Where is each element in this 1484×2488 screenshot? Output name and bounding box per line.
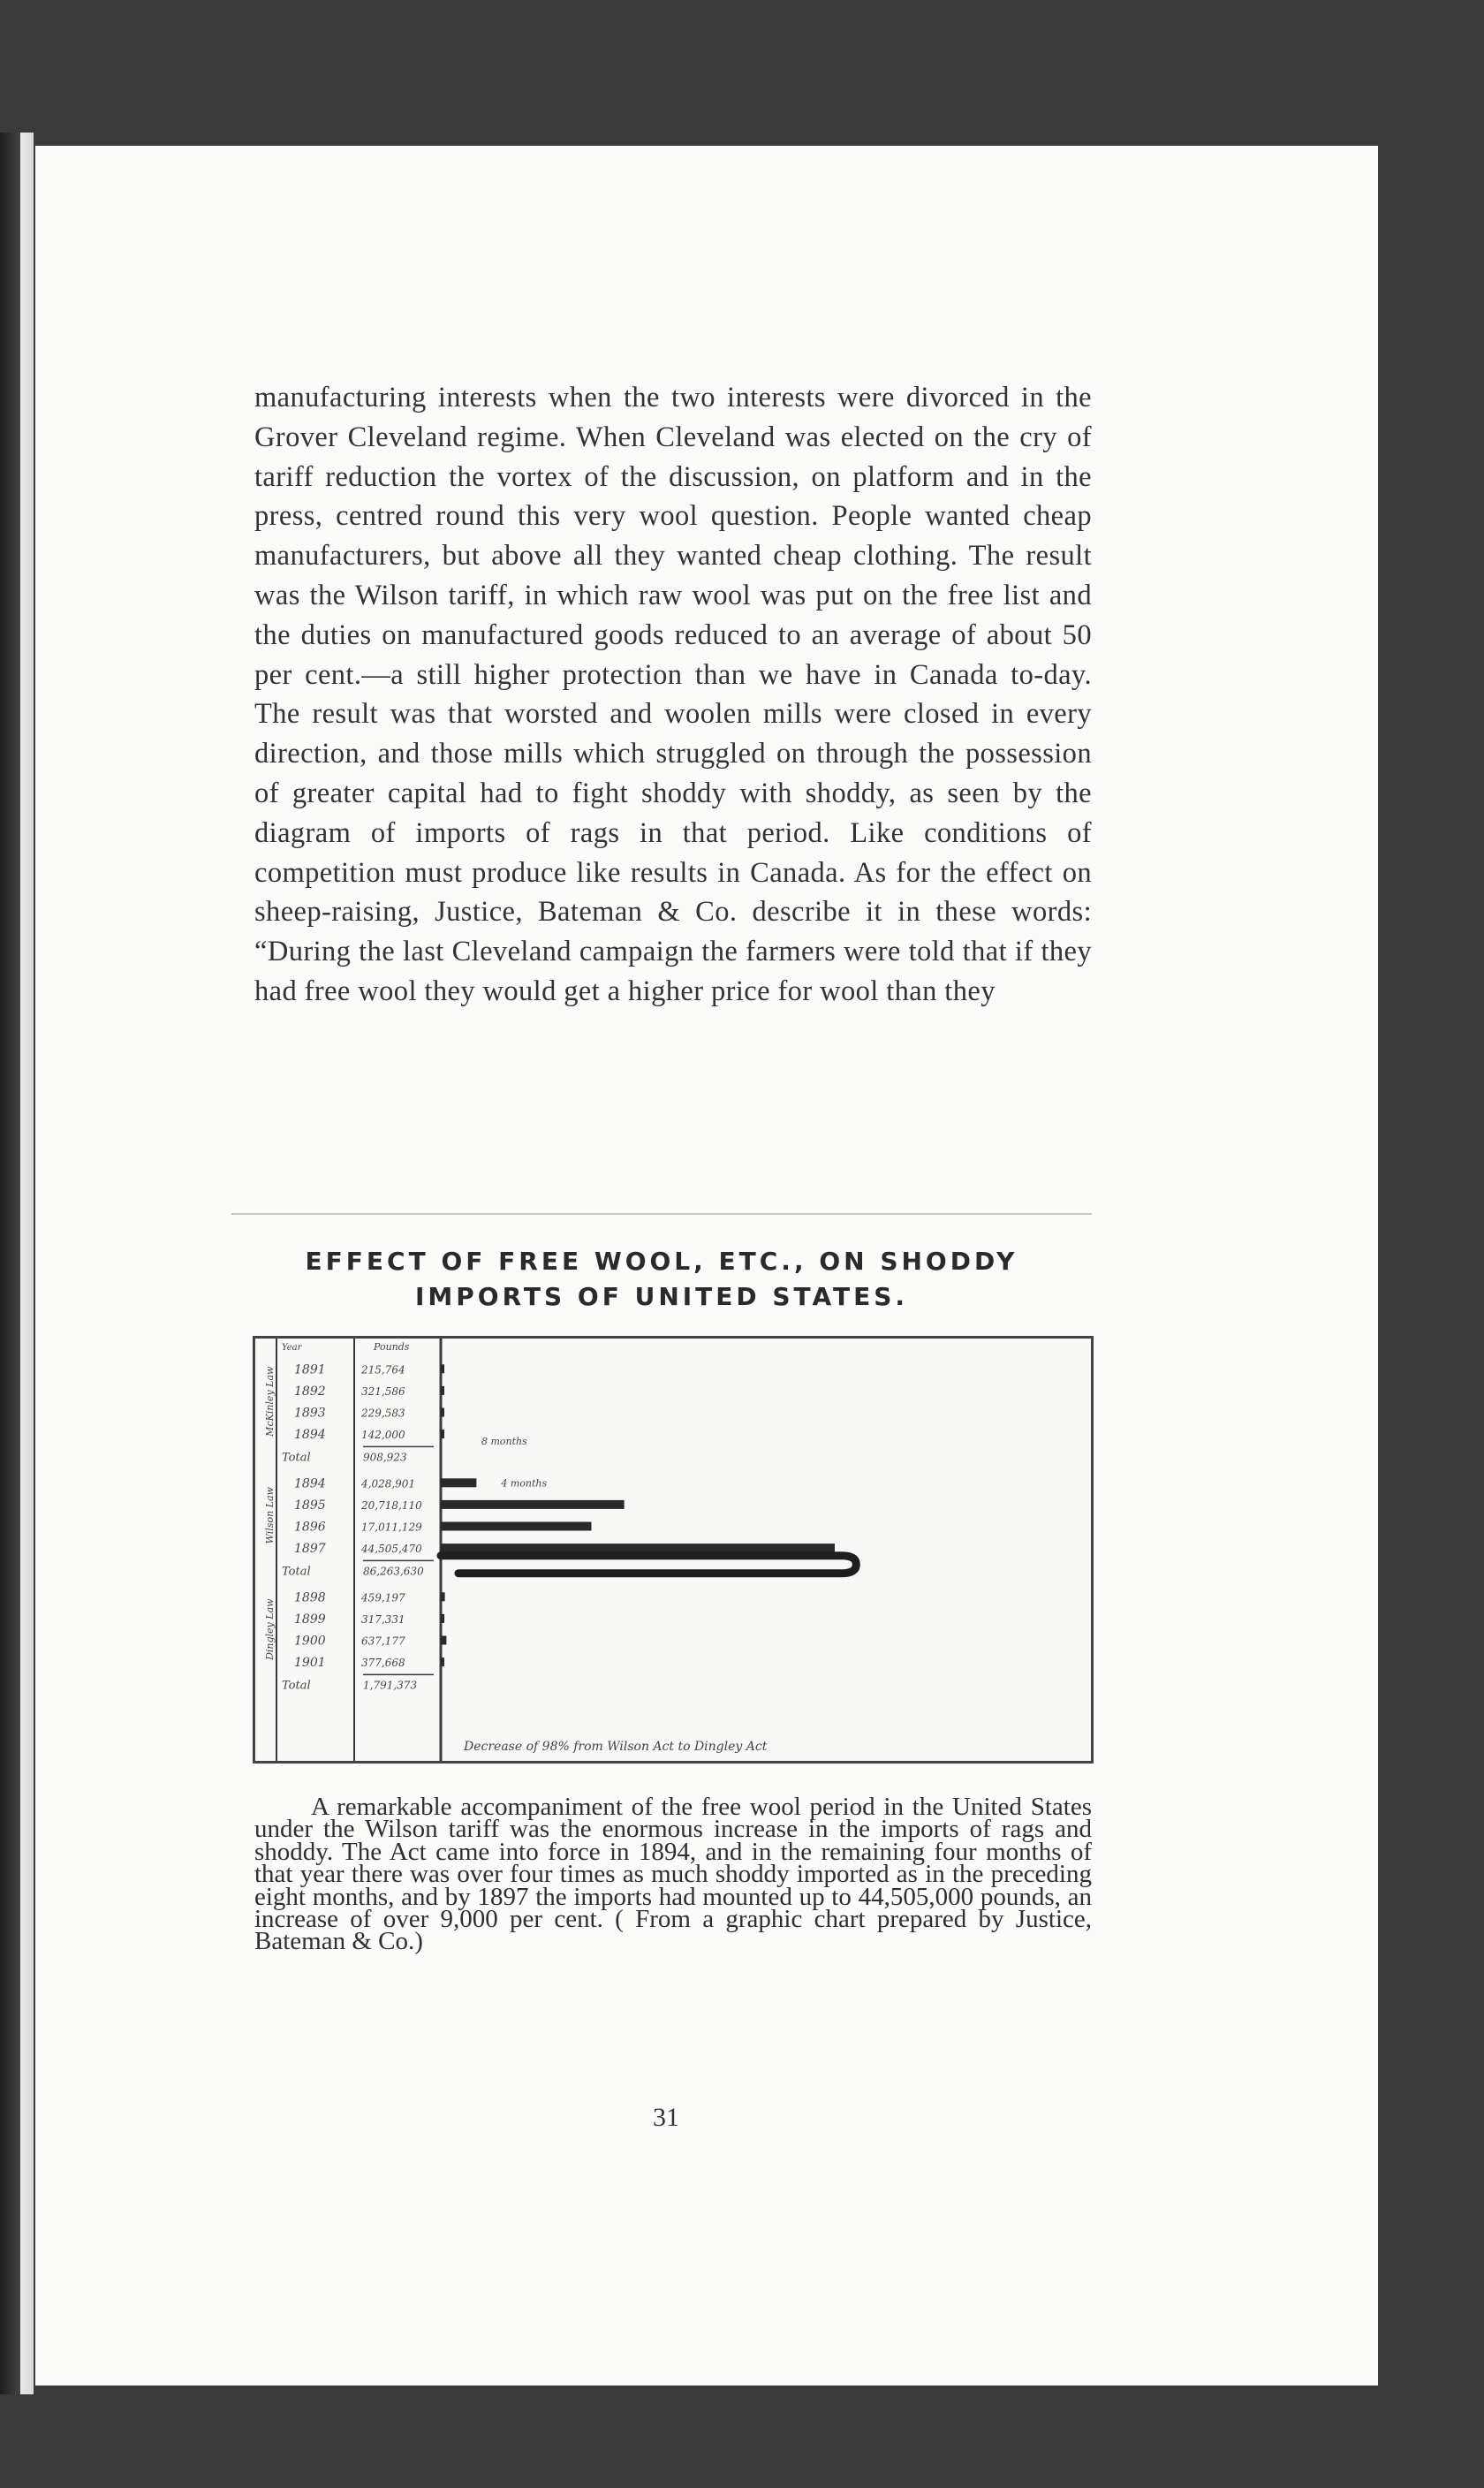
figure-caption: A remarkable accompaniment of the free wool period in the United States under the Wilson tariff was the enormous increase in the imports of rags and shoddy. The Act came into force in 1894, and in the remaining four months of that year there was over four times as much shoddy imported as in the preceding eight months, and by 1897 the imports had mounted up to 44,505,000 pounds, an increase of over 9,000 per cent. ( From a graphic chart prepared by Justice, Bateman & Co.): [254, 1793, 1092, 1956]
row-year-label: 1892: [294, 1384, 326, 1399]
row-pounds-label: 17,011,129: [361, 1521, 422, 1534]
data-bar: [441, 1478, 476, 1487]
row-year-label: 1896: [294, 1520, 326, 1535]
row-pounds-label: 44,505,470: [361, 1543, 422, 1556]
chart-annotation: Decrease of 98% from Wilson Act to Dingley Act: [464, 1740, 768, 1754]
row-pounds-label: 321,586: [361, 1384, 405, 1398]
section-rule: [231, 1213, 1092, 1215]
row-pounds-label: 142,000: [361, 1429, 405, 1442]
data-bar: [441, 1364, 444, 1373]
row-year-label: 1895: [294, 1498, 326, 1513]
data-bar: [441, 1430, 444, 1438]
row-pounds-label: 20,718,110: [361, 1498, 422, 1512]
row-year-label: 1894: [294, 1428, 326, 1443]
data-bar: [441, 1386, 444, 1395]
row-year-label: 1891: [294, 1362, 326, 1377]
data-bar: [441, 1614, 444, 1623]
bar-note: 4 months: [501, 1477, 548, 1490]
total-bar: [441, 1556, 856, 1574]
row-year-label: 1898: [294, 1590, 326, 1605]
header-year: Year: [282, 1343, 302, 1353]
row-year-label: 1899: [294, 1612, 326, 1627]
row-pounds-label: 4,028,901: [361, 1477, 416, 1491]
row-year-label: 1901: [294, 1656, 326, 1671]
law-group-label: Dingley Law: [264, 1598, 276, 1660]
total-pounds-label: 86,263,630: [363, 1565, 424, 1578]
total-label: Total: [282, 1565, 311, 1579]
data-bar: [441, 1500, 625, 1509]
data-bar: [441, 1544, 835, 1552]
row-year-label: 1897: [294, 1542, 326, 1557]
shoddy-imports-chart: [253, 1336, 1094, 1764]
data-bar: [441, 1657, 444, 1666]
data-bar: [441, 1408, 444, 1417]
row-year-label: 1893: [294, 1406, 326, 1421]
data-bar: [441, 1636, 446, 1645]
law-group-label: Wilson Law: [264, 1487, 276, 1544]
row-year-label: 1900: [294, 1634, 326, 1649]
row-pounds-label: 229,583: [361, 1407, 405, 1420]
data-bar: [441, 1522, 591, 1531]
total-pounds-label: 1,791,373: [363, 1679, 418, 1692]
row-pounds-label: 377,668: [361, 1657, 405, 1670]
body-paragraph: manufacturing interests when the two interests were divorced in the Grover Cleveland regime. When Cleveland was elected on the cry of tariff reduction the vortex of the discussion, on platform and in the press, centred round this very wool question. People wanted cheap manufacturers, but above all they wanted cheap clothing. The result was the Wilson tariff, in which raw wool was put on the free list and the duties on manufactured goods reduced to an average of about 50 per cent.—a still higher protection than we have in Canada to-day. The result was that worsted and woolen mills were closed in every direction, and those mills which struggled on through the possession of greater capital had to fight shoddy with shoddy, as seen by the diagram of imports of rags in that period. Like conditions of competition must produce like results in Canada. As for the effect on sheep-raising, Justice, Bateman & Co. describe it in these words: “During the last Cleveland campaign the farmers were told that if they had free wool they would get a higher price for wool than they: [254, 382, 1092, 1007]
figure-title: EFFECT OF FREE WOOL, ETC., ON SHODDY IMPORTS OF UNITED STATES.: [305, 1247, 1018, 1311]
total-label: Total: [282, 1451, 311, 1465]
law-group-label: McKinley Law: [264, 1366, 276, 1437]
data-bar: [441, 1592, 445, 1601]
row-year-label: 1894: [294, 1476, 326, 1491]
page-number: 31: [653, 2103, 679, 2132]
chart-canvas: [255, 1339, 1091, 1761]
bar-note: 8 months: [481, 1436, 527, 1448]
row-pounds-label: 215,764: [361, 1363, 405, 1377]
row-pounds-label: 317,331: [361, 1612, 405, 1626]
row-pounds-label: 459,197: [361, 1591, 405, 1604]
total-pounds-label: 908,923: [363, 1451, 407, 1464]
header-pounds: Pounds: [374, 1341, 410, 1353]
scan-binding-edge: [0, 133, 34, 2394]
row-pounds-label: 637,177: [361, 1635, 405, 1648]
total-label: Total: [282, 1679, 311, 1693]
